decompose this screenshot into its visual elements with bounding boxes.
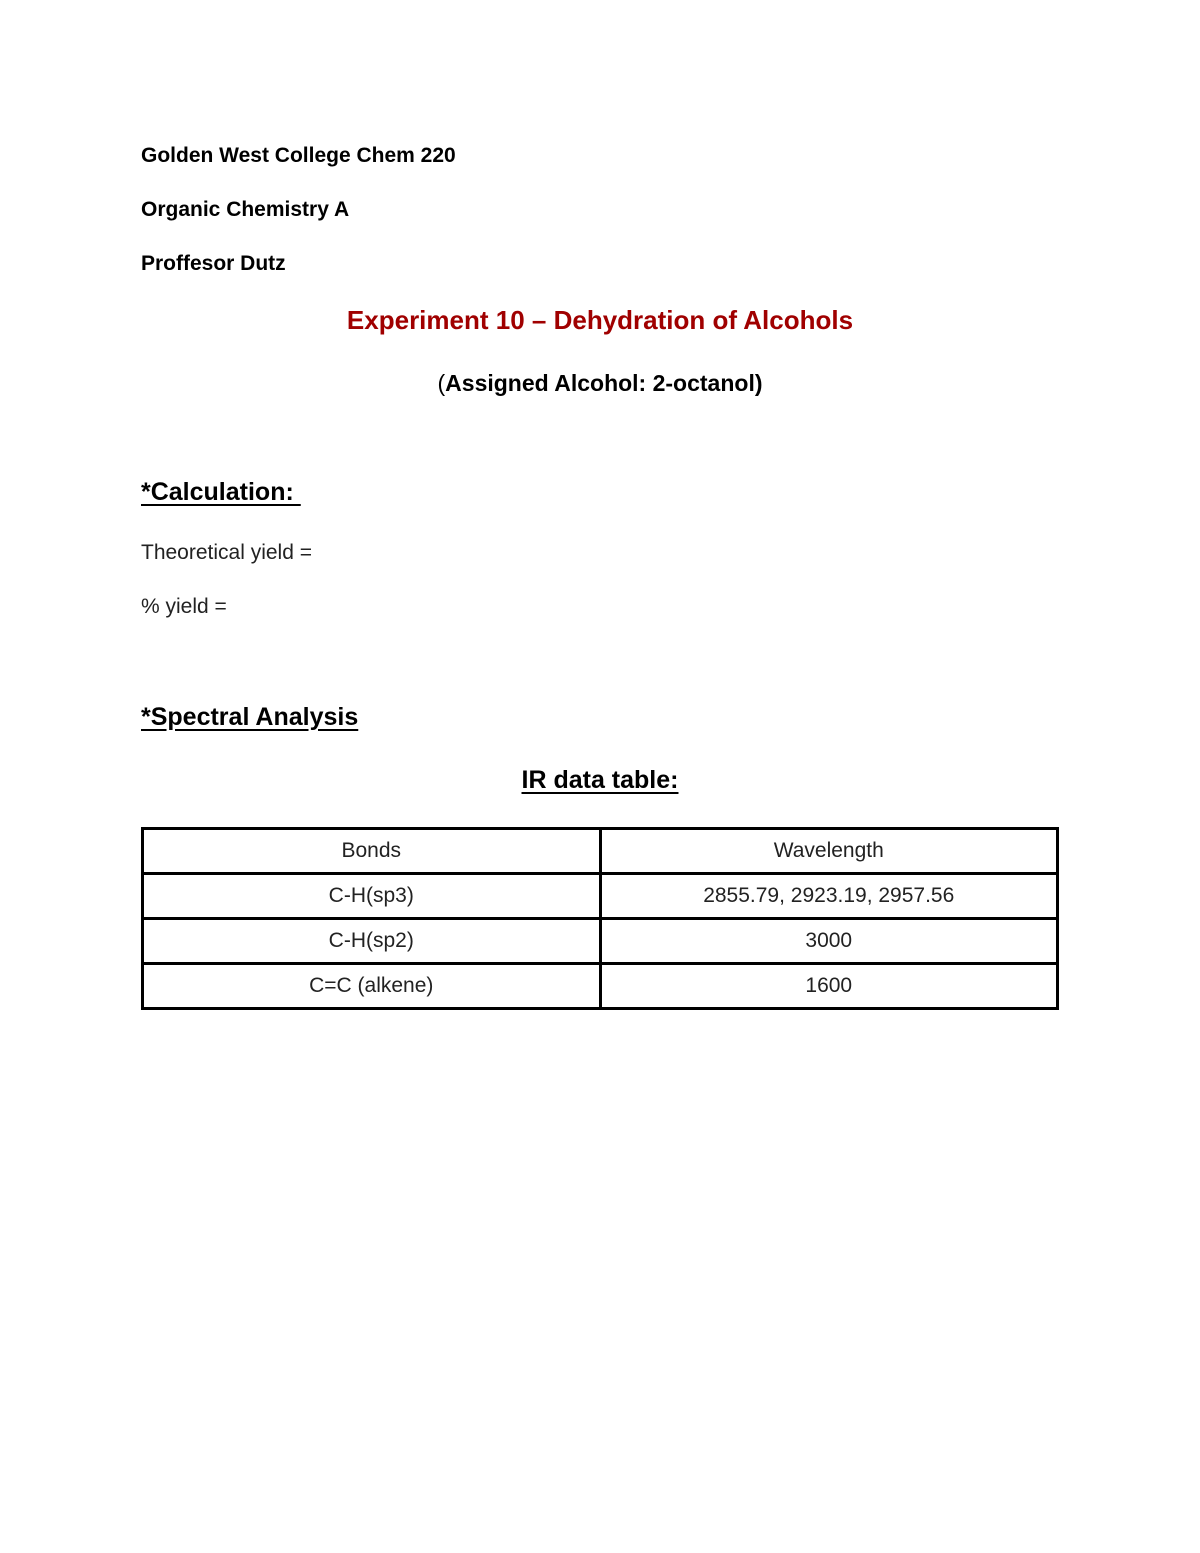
professor-name: Proffesor Dutz bbox=[141, 252, 286, 275]
bond-cell: C-H(sp2) bbox=[143, 919, 601, 964]
table-row bbox=[143, 874, 1058, 919]
bond-cell: C-H(sp3) bbox=[143, 874, 601, 919]
table-row bbox=[143, 964, 1058, 1009]
ir-table-caption-text: IR data table: bbox=[521, 766, 679, 794]
experiment-title: Experiment 10 – Dehydration of Alcohols bbox=[346, 305, 854, 335]
assigned-alcohol-text: Assigned Alcohol: 2-octanol) bbox=[445, 370, 763, 396]
calculation-heading: *Calculation: bbox=[141, 478, 301, 506]
table-header-row bbox=[143, 829, 1058, 874]
assigned-alcohol bbox=[0, 368, 1200, 398]
assigned-alcohol-open-paren: ( bbox=[437, 370, 446, 396]
percent-yield-line: % yield = bbox=[141, 595, 227, 618]
wavelength-cell: 2855.79, 2923.19, 2957.56 bbox=[600, 874, 1058, 919]
ir-data-table bbox=[141, 827, 1059, 1010]
theoretical-yield-line: Theoretical yield = bbox=[141, 541, 313, 564]
bond-cell: C=C (alkene) bbox=[143, 964, 601, 1009]
wavelength-cell: 3000 bbox=[600, 919, 1058, 964]
header-cell-wavelength: Wavelength bbox=[600, 829, 1058, 874]
course-title: Organic Chemistry A bbox=[141, 198, 350, 221]
wavelength-cell: 1600 bbox=[600, 964, 1058, 1009]
course-name: Golden West College Chem 220 bbox=[141, 144, 456, 167]
ir-table-caption bbox=[0, 764, 1200, 796]
table-row bbox=[143, 919, 1058, 964]
spectral-analysis-heading: *Spectral Analysis bbox=[141, 703, 359, 731]
header-cell-bonds: Bonds bbox=[143, 829, 601, 874]
